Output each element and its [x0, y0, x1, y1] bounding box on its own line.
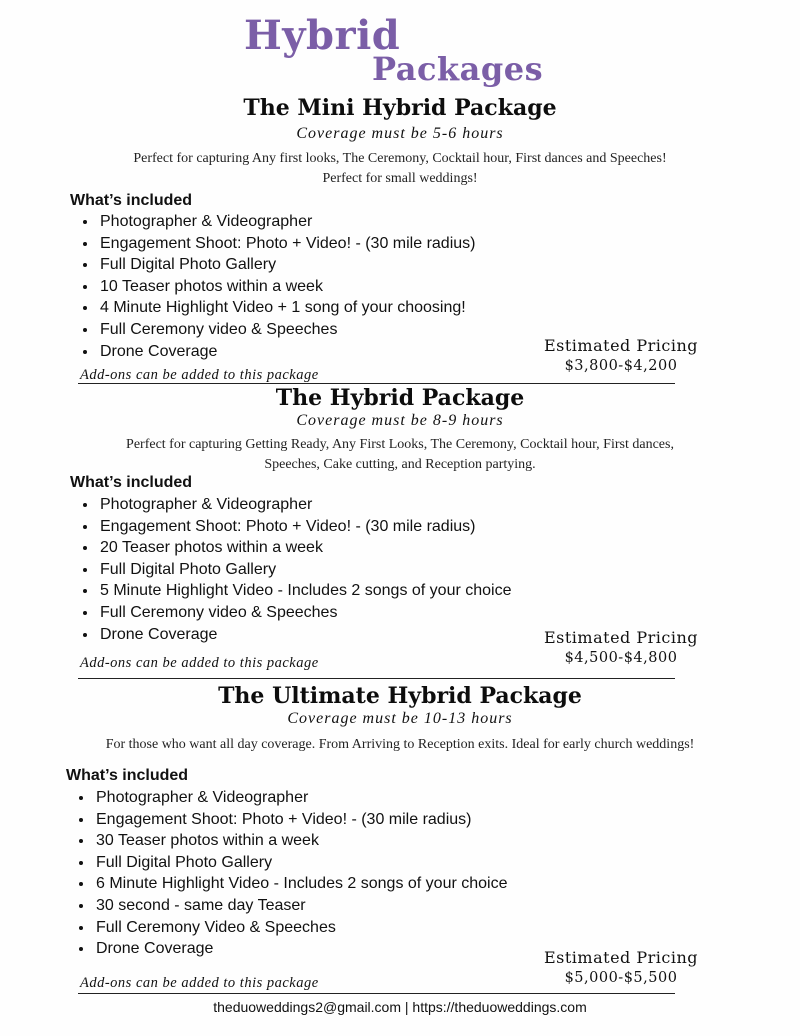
list-item: • Full Ceremony video & Speeches	[98, 602, 512, 624]
whats-included-heading: What’s included	[70, 192, 193, 209]
list-item: • Full Ceremony Video & Speeches	[94, 917, 508, 939]
package-description-line: Perfect for small weddings!	[322, 171, 478, 186]
list-item: • Drone Coverage	[94, 938, 508, 960]
list-item: • Full Digital Photo Gallery	[94, 852, 508, 874]
list-item: • Full Digital Photo Gallery	[98, 254, 475, 276]
package-title: The Hybrid Package	[275, 385, 525, 411]
list-item: • Drone Coverage	[98, 341, 475, 363]
list-item: • 5 Minute Highlight Video - Includes 2 songs of your choice	[98, 580, 512, 602]
price-value: $5,000-$5,500	[564, 970, 678, 986]
package-description-line: Perfect for capturing Getting Ready, Any First Looks, The Ceremony, Cocktail hour, First dances,	[126, 437, 674, 452]
package-description-line: For those who want all day coverage. From Arriving to Reception exits. Ideal for early church weddings!	[105, 737, 695, 752]
list-item: • Full Digital Photo Gallery	[98, 559, 512, 581]
page-title-packages: Packages	[372, 50, 544, 88]
whats-included-heading: What’s included	[70, 474, 193, 491]
price-label: Estimated Pricing	[543, 336, 699, 355]
list-item: • Engagement Shoot: Photo + Video! - (30 mile radius)	[98, 516, 512, 538]
list-item: • Photographer & Videographer	[94, 787, 508, 809]
price-block	[531, 628, 711, 668]
package-coverage: Coverage must be 5-6 hours	[296, 125, 504, 142]
package-description-line: Perfect for capturing Any first looks, The Ceremony, Cocktail hour, First dances and Speeches!	[133, 151, 667, 166]
list-item: • Full Ceremony video & Speeches	[98, 319, 475, 341]
list-item: • Photographer & Videographer	[98, 211, 475, 233]
list-item: • 10 Teaser photos within a week	[98, 276, 475, 298]
package-title: The Ultimate Hybrid Package	[218, 683, 582, 709]
package-coverage: Coverage must be 10-13 hours	[287, 710, 513, 727]
package-title: The Mini Hybrid Package	[243, 95, 557, 121]
list-item: • 30 Teaser photos within a week	[94, 830, 508, 852]
divider	[78, 678, 675, 679]
page-title-hybrid: Hybrid	[244, 12, 401, 59]
divider	[78, 993, 675, 994]
price-value: $4,500-$4,800	[564, 650, 678, 666]
addons-note: Add-ons can be added to this package	[80, 655, 319, 671]
price-block	[531, 948, 711, 988]
price-block	[531, 336, 711, 376]
list-item: • 6 Minute Highlight Video - Includes 2 songs of your choice	[94, 873, 508, 895]
package-description-line: Speeches, Cake cutting, and Reception partying.	[264, 457, 536, 472]
list-item: • Drone Coverage	[98, 624, 512, 646]
price-value: $3,800-$4,200	[564, 358, 678, 374]
package-coverage: Coverage must be 8-9 hours	[296, 412, 504, 429]
list-item: • Engagement Shoot: Photo + Video! - (30 mile radius)	[98, 233, 475, 255]
addons-note: Add-ons can be added to this package	[80, 367, 319, 383]
included-list	[76, 494, 512, 645]
included-list	[76, 211, 475, 362]
list-item: • Engagement Shoot: Photo + Video! - (30 mile radius)	[94, 809, 508, 831]
list-item: • Photographer & Videographer	[98, 494, 512, 516]
addons-note: Add-ons can be added to this package	[80, 975, 319, 991]
whats-included-heading: What’s included	[66, 767, 189, 784]
list-item: • 4 Minute Highlight Video + 1 song of your choosing!	[98, 297, 475, 319]
list-item: • 20 Teaser photos within a week	[98, 537, 512, 559]
price-label: Estimated Pricing	[543, 628, 699, 647]
list-item: • 30 second - same day Teaser	[94, 895, 508, 917]
price-label: Estimated Pricing	[543, 948, 699, 967]
included-list	[72, 787, 508, 960]
footer-contact: theduoweddings2@gmail.com | https://theduoweddings.com	[213, 999, 587, 1015]
